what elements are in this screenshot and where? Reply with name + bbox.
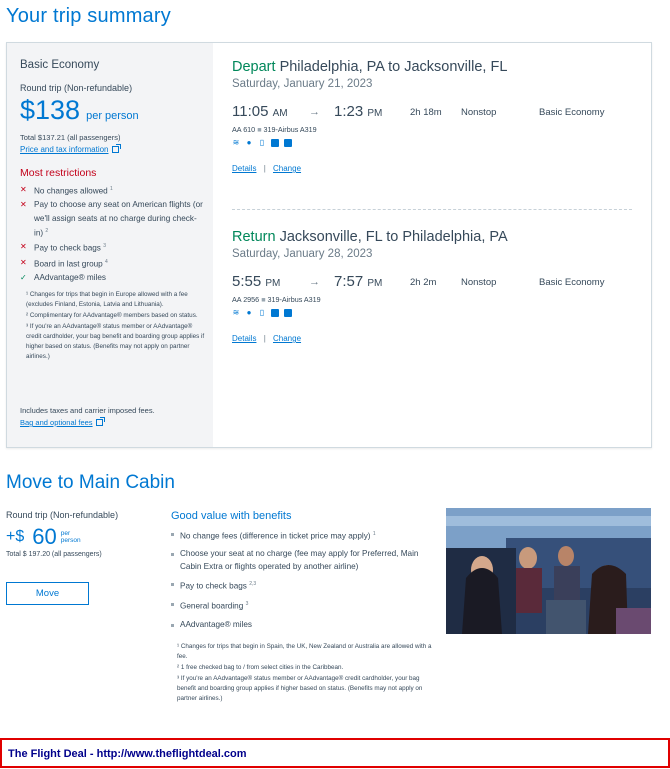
flight-title [232,229,642,245]
change-link[interactable]: Change [273,334,302,343]
link-separator: | [263,334,266,343]
per-line2: person [60,537,81,544]
separator-dot: ■ [257,125,262,134]
taxes-note: Includes taxes and carrier imposed fees. [20,406,155,415]
price-tax-info-label[interactable]: Price and tax information [20,145,109,154]
flight-date: Saturday, January 28, 2023 [232,248,373,260]
benefit-text: AAdvantage® miles [180,619,253,629]
departure-time [232,273,280,290]
cabin-passengers-image [446,508,651,634]
benefit-text: No change fees (difference in ticket price may apply) [180,531,371,541]
restriction-text: AAdvantage® miles [34,272,107,282]
flight-deal-text: The Flight Deal - http://www.theflightdeal.com [8,748,247,760]
benefit-text: Choose your seat at no charge (fee may apply for Preferred, Main Cabin Extra or flights operated by another airline) [180,549,419,571]
flight-cabin: Basic Economy [539,277,605,288]
flight-deal-banner [0,738,670,768]
arrival-time-value: 7:57 [334,273,364,290]
fare-price-per: per person [86,110,139,122]
upsell-price [6,524,81,550]
restriction-text: Pay to choose any seat on American flights (or we'll assign seats at no charge during check-in) [34,200,203,238]
footnote-ref: 4 [105,258,108,265]
footnote-ref: 2,3 [249,581,257,588]
trip-summary-card [6,42,652,448]
upsell-price-plus: +$ [6,528,25,545]
flight-cabin: Basic Economy [539,107,605,118]
footnote: ³ If you're an AAdvantage® status member or AAdvantage® credit cardholder, your bag benefit and boarding group applies if higher based on status. (Benefits may not apply on partner airlines.) [26,323,205,360]
flight-times [232,103,642,125]
departure-time-value: 11:05 [232,103,269,120]
benefit-item [171,548,436,573]
benefit-text: General boarding [180,602,244,612]
flight-depart [232,59,642,173]
departure-time-value: 5:55 [232,273,262,290]
move-button[interactable]: Move [6,582,89,605]
flight-duration: 2h 18m [410,107,442,118]
restrictions-list [20,183,205,284]
departure-ampm: AM [272,108,288,119]
phone-icon: ▯ [259,308,265,317]
footnote-ref: 1 [110,186,113,192]
restriction-text: Board in last group [34,259,103,269]
fare-footnotes [26,290,206,363]
footnote: ¹ Changes for trips that begin in Spain, the UK, New Zealand or Australia are allowed with a fee. [177,643,432,660]
arrival-ampm: PM [367,108,383,119]
flight-links [232,164,642,173]
fare-panel [7,43,213,447]
flight-info [232,295,642,304]
upsell-title: Move to Main Cabin [6,472,175,493]
flight-stops: Nonstop [461,277,497,288]
check-icon: ✓ [20,272,27,282]
tv-icon [271,139,279,147]
price-tax-info-link[interactable] [20,145,119,154]
app-icon [284,139,292,147]
flight-title [232,59,642,75]
footnote: ¹ Changes for trips that begin in Europe allowed with a fee (excludes Finland, Estonia, Latvia and Lithuania). [26,291,188,308]
benefit-item [171,619,436,632]
separator-dot: ■ [261,295,266,304]
fare-type: Round trip (Non-refundable) [20,83,133,93]
flight-return [232,229,642,343]
power-icon: ● [246,308,252,317]
footnote: ³ If you're an AAdvantage® status member or AAdvantage® credit cardholder, your bag benefit and boarding group applies if higher based on status. (Benefits may not apply on partner airlines.) [177,675,423,702]
flight-divider [232,209,632,210]
flight-number: AA 2956 [232,295,260,304]
upsell-price-per [61,530,81,544]
flight-route: Philadelphia, PA to Jacksonville, FL [279,59,508,75]
arrow-right-icon: → [309,106,320,118]
arrival-time [334,103,382,120]
benefit-footnotes [177,642,437,705]
arrival-ampm: PM [367,278,383,289]
x-icon: ✕ [20,242,27,252]
flight-date: Saturday, January 21, 2023 [232,78,373,90]
aircraft: 319-Airbus A319 [267,295,321,304]
aircraft: 319-Airbus A319 [263,125,317,134]
upsell-total: Total $ 197.20 (all passengers) [6,551,102,558]
restriction-item [20,198,205,240]
benefit-text: Pay to check bags [180,581,247,591]
flight-direction: Depart [232,59,276,75]
arrow-right-icon: → [309,276,320,288]
footnote: ² 1 free checked bag to / from select cities in the Caribbean. [177,664,344,671]
amenities [232,309,642,317]
arrival-time-value: 1:23 [334,103,364,120]
bag-fees-label[interactable]: Bag and optional fees [20,418,93,427]
fare-total: Total $137.21 (all passengers) [20,133,121,142]
flight-times [232,273,642,295]
page-title: Your trip summary [6,5,171,27]
per-line1: per [60,530,71,537]
footnote-ref: 2 [45,228,49,235]
bag-fees-link[interactable] [20,418,103,427]
restriction-text: Pay to check bags [34,244,101,254]
arrival-time [334,273,382,290]
wifi-icon: ≋ [232,138,240,147]
wifi-icon: ≋ [232,308,240,317]
benefits-title: Good value with benefits [171,510,292,522]
change-link[interactable]: Change [273,164,302,173]
flight-direction: Return [232,229,276,245]
amenities [232,139,642,147]
flight-duration: 2h 2m [410,277,437,288]
details-link[interactable]: Details [232,164,257,173]
fare-price-amount: $138 [20,95,81,125]
tv-icon [271,309,279,317]
x-icon: ✕ [20,200,27,210]
details-link[interactable]: Details [232,334,257,343]
flight-info [232,125,642,134]
fare-name: Basic Economy [20,59,100,71]
external-link-icon [96,419,103,426]
flight-links [232,334,642,343]
restriction-item [20,256,205,271]
departure-ampm: PM [265,278,281,289]
x-icon: ✕ [20,257,27,267]
benefits-list [171,528,436,636]
restrictions-title: Most restrictions [20,167,97,179]
power-icon: ● [246,138,252,147]
benefit-item [171,578,436,593]
external-link-icon [112,146,119,153]
footnote-ref: 1 [372,531,376,537]
benefit-item [171,598,436,613]
departure-time [232,103,288,120]
restriction-text: No changes allowed [34,186,108,196]
app-icon [284,309,292,317]
link-separator: | [263,164,266,173]
phone-icon: ▯ [259,138,265,147]
footnote-ref: 3 [103,243,106,250]
restriction-item [20,271,205,285]
flight-route: Jacksonville, FL to Philadelphia, PA [279,229,508,245]
upsell-price-amount: 60 [32,524,57,549]
flight-number: AA 610 [232,125,256,134]
upsell-fare-type: Round trip (Non-refundable) [6,510,119,520]
restriction-item [20,183,205,198]
footnote-ref: 3 [245,601,249,608]
fare-price [20,95,139,126]
main-cabin-photo [446,508,651,634]
x-icon: ✕ [20,185,27,194]
restriction-item [20,240,205,255]
benefit-item [171,528,436,543]
footnote: ² Complimentary for AAdvantage® members based on status. [26,312,198,319]
flight-stops: Nonstop [461,107,497,118]
